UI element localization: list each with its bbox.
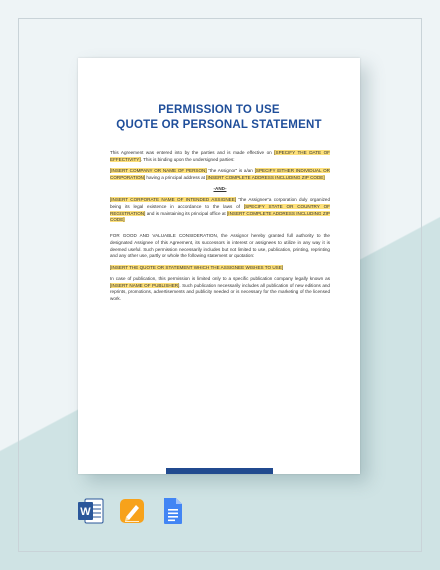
and-separator: -AND- bbox=[213, 186, 227, 191]
paragraph-publication: In case of publication, this permission is limited only to a specific publication company legally known as [INSERT NAME OF PUBLISHER]. Such publication necessarily includes all publication of new editions and reprints, promotions, advertisements and publicity needed or is necessary for the marketing of the licensed work. bbox=[110, 275, 330, 301]
svg-text:W: W bbox=[80, 506, 91, 518]
placeholder-assignor-address: [INSERT COMPLETE ADDRESS INCLUDING ZIP CODE] bbox=[206, 174, 325, 180]
placeholder-entity-type: [SPECIFY EITHER INDIVIDUAL OR CORPORATION] bbox=[110, 168, 330, 180]
document-title-line1: PERMISSION TO USE bbox=[158, 104, 280, 116]
paragraph-assignor: [INSERT COMPANY OR NAME OF PERSON] “the Assignor” is a/an [SPECIFY EITHER INDIVIDUAL OR CORPORATION] having a principal address at [INSERT COMPLETE ADDRESS INCLUDING ZIP CODE] bbox=[110, 168, 330, 180]
placeholder-publisher: [INSERT NAME OF PUBLISHER] bbox=[110, 282, 180, 288]
document-preview bbox=[78, 58, 360, 474]
paragraph-quote bbox=[110, 265, 330, 272]
document-title-line2: QUOTE OR PERSONAL STATEMENT bbox=[116, 119, 322, 131]
document-body bbox=[110, 150, 330, 307]
placeholder-registration: [SPECIFY STATE OR COUNTRY OF REGISTRATION] bbox=[110, 204, 330, 216]
pages-icon[interactable] bbox=[119, 497, 145, 525]
paragraph-assignee: [INSERT CORPORATE NAME OF INTENDED ASSIGNEE] “the Assignee”a corporation duly organized being its legal existence in accordance to the laws of [SPECIFY STATE OR COUNTRY OF REGISTRATION] and is maintaining its principal office at [INSERT COMPLETE ADDRESS INCLUDING ZIP CODE] bbox=[110, 197, 330, 223]
placeholder-assignor-name: [INSERT COMPANY OR NAME OF PERSON] bbox=[110, 168, 207, 173]
google-docs-icon[interactable] bbox=[160, 497, 186, 525]
paragraph-effectivity: This Agreement was entered into by the parties and is made effective on [SPECIFY THE DATE OF EFFECTIVITY]. This is binding upon the undersigned parties: bbox=[110, 150, 330, 162]
placeholder-date: [SPECIFY THE DATE OF EFFECTIVITY] bbox=[110, 150, 330, 162]
placeholder-quote: [INSERT THE QUOTE OR STATEMENT WHICH THE ASSIGNEE WISHES TO USE] bbox=[110, 264, 284, 270]
paragraph-consideration: FOR GOOD AND VALUABLE CONSIDERATION, the Assignor hereby granted full authority to the designated Assignee of this Agreement, its successors in interest or assignees to utilize in any way it is deemed useful. Such permission necessarily includes but not limited to use, publication, printing, reprinting and any other use, partly or whole the following statement or quotation: bbox=[110, 233, 330, 259]
placeholder-assignee-name: [INSERT CORPORATE NAME OF INTENDED ASSIGNEE] bbox=[110, 197, 237, 203]
accent-bar bbox=[166, 468, 273, 474]
word-icon[interactable] bbox=[78, 497, 104, 525]
placeholder-assignee-address: [INSERT COMPLETE ADDRESS INCLUDING ZIP CODE] bbox=[110, 210, 330, 223]
